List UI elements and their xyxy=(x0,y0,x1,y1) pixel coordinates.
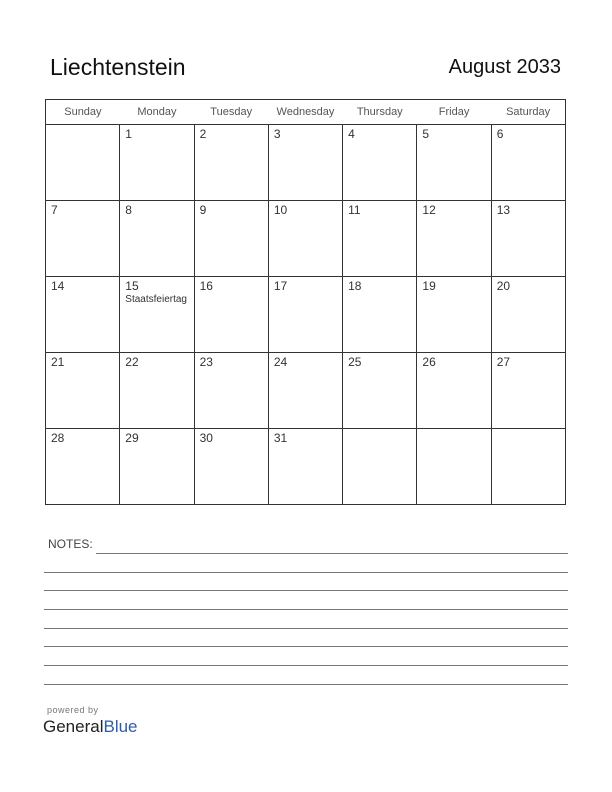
day-number: 21 xyxy=(51,355,65,369)
day-cell xyxy=(46,429,120,505)
day-cell xyxy=(268,353,342,429)
day-cell xyxy=(194,277,268,353)
day-cell xyxy=(491,201,565,277)
empty-day-cell xyxy=(343,429,417,505)
weekday-header: Saturday xyxy=(491,100,565,125)
day-cell xyxy=(268,125,342,201)
day-cell xyxy=(268,429,342,505)
day-number: 2 xyxy=(199,127,207,141)
day-cell xyxy=(120,125,194,201)
notes-line xyxy=(44,646,568,647)
day-number: 26 xyxy=(422,355,436,369)
day-number: 12 xyxy=(422,203,436,217)
day-number: 24 xyxy=(273,355,288,369)
day-number: 27 xyxy=(496,355,511,369)
day-cell xyxy=(417,125,491,201)
weekday-header-row xyxy=(46,100,566,125)
day-number: 17 xyxy=(273,279,288,293)
day-cell xyxy=(343,201,417,277)
brand-general: General xyxy=(43,717,104,736)
day-number: 8 xyxy=(125,203,132,217)
powered-by-text: powered by xyxy=(47,705,99,715)
day-number: 29 xyxy=(125,431,139,445)
empty-day-cell xyxy=(46,125,120,201)
day-cell xyxy=(46,201,120,277)
day-cell xyxy=(343,277,417,353)
notes-line xyxy=(44,628,568,629)
day-number: 9 xyxy=(199,203,207,217)
generalblue-logo[interactable] xyxy=(43,717,138,737)
day-cell xyxy=(120,429,194,505)
day-number: 16 xyxy=(199,279,213,293)
day-number: 25 xyxy=(348,355,362,369)
notes-line xyxy=(44,572,568,573)
weekday-header: Tuesday xyxy=(194,100,268,125)
week-row xyxy=(46,429,566,505)
day-number: 6 xyxy=(496,127,504,141)
day-cell xyxy=(491,277,565,353)
week-row xyxy=(46,353,566,429)
notes-line xyxy=(44,590,568,591)
day-cell xyxy=(417,277,491,353)
day-number: 14 xyxy=(51,279,65,293)
day-cell xyxy=(46,353,120,429)
weekday-header: Wednesday xyxy=(268,100,342,125)
calendar-grid xyxy=(45,99,566,505)
notes-line xyxy=(44,665,568,666)
day-number: 13 xyxy=(496,203,511,217)
day-number: 18 xyxy=(348,279,362,293)
brand-blue: Blue xyxy=(103,717,138,736)
day-number: 20 xyxy=(496,279,511,293)
weekday-header: Monday xyxy=(120,100,194,125)
country-title: Liechtenstein xyxy=(50,54,186,80)
weekday-header: Sunday xyxy=(46,100,120,125)
day-cell xyxy=(120,353,194,429)
day-number: 23 xyxy=(199,355,213,369)
holiday-label: Staatsfeiertag xyxy=(125,294,187,305)
day-number: 10 xyxy=(273,203,288,217)
weekday-header: Friday xyxy=(417,100,491,125)
day-cell xyxy=(417,201,491,277)
day-cell xyxy=(194,201,268,277)
day-number: 1 xyxy=(125,127,132,141)
day-cell xyxy=(194,125,268,201)
empty-day-cell xyxy=(417,429,491,505)
day-cell xyxy=(120,277,194,353)
day-cell xyxy=(491,125,565,201)
day-cell xyxy=(268,277,342,353)
week-row xyxy=(46,125,566,201)
notes-line xyxy=(44,609,568,610)
day-cell xyxy=(491,353,565,429)
day-number: 15 xyxy=(125,279,139,293)
day-number: 7 xyxy=(51,203,58,217)
notes-label: NOTES: xyxy=(48,537,93,551)
day-number: 5 xyxy=(422,127,430,141)
day-cell xyxy=(120,201,194,277)
day-cell xyxy=(343,353,417,429)
empty-day-cell xyxy=(491,429,565,505)
day-number: 3 xyxy=(273,127,281,141)
week-row xyxy=(46,201,566,277)
notes-line xyxy=(44,684,568,685)
day-cell xyxy=(343,125,417,201)
day-number: 19 xyxy=(422,279,436,293)
day-number: 4 xyxy=(348,127,355,141)
day-number: 22 xyxy=(125,355,139,369)
day-number: 28 xyxy=(51,431,65,445)
notes-line xyxy=(96,553,568,554)
day-cell xyxy=(417,353,491,429)
weekday-header: Thursday xyxy=(343,100,417,125)
day-cell xyxy=(194,353,268,429)
day-number: 30 xyxy=(199,431,213,445)
day-cell xyxy=(268,201,342,277)
day-cell xyxy=(46,277,120,353)
month-year-title: August 2033 xyxy=(448,56,561,78)
day-number: 11 xyxy=(348,203,361,217)
day-number: 31 xyxy=(273,431,288,445)
day-cell xyxy=(194,429,268,505)
week-row xyxy=(46,277,566,353)
